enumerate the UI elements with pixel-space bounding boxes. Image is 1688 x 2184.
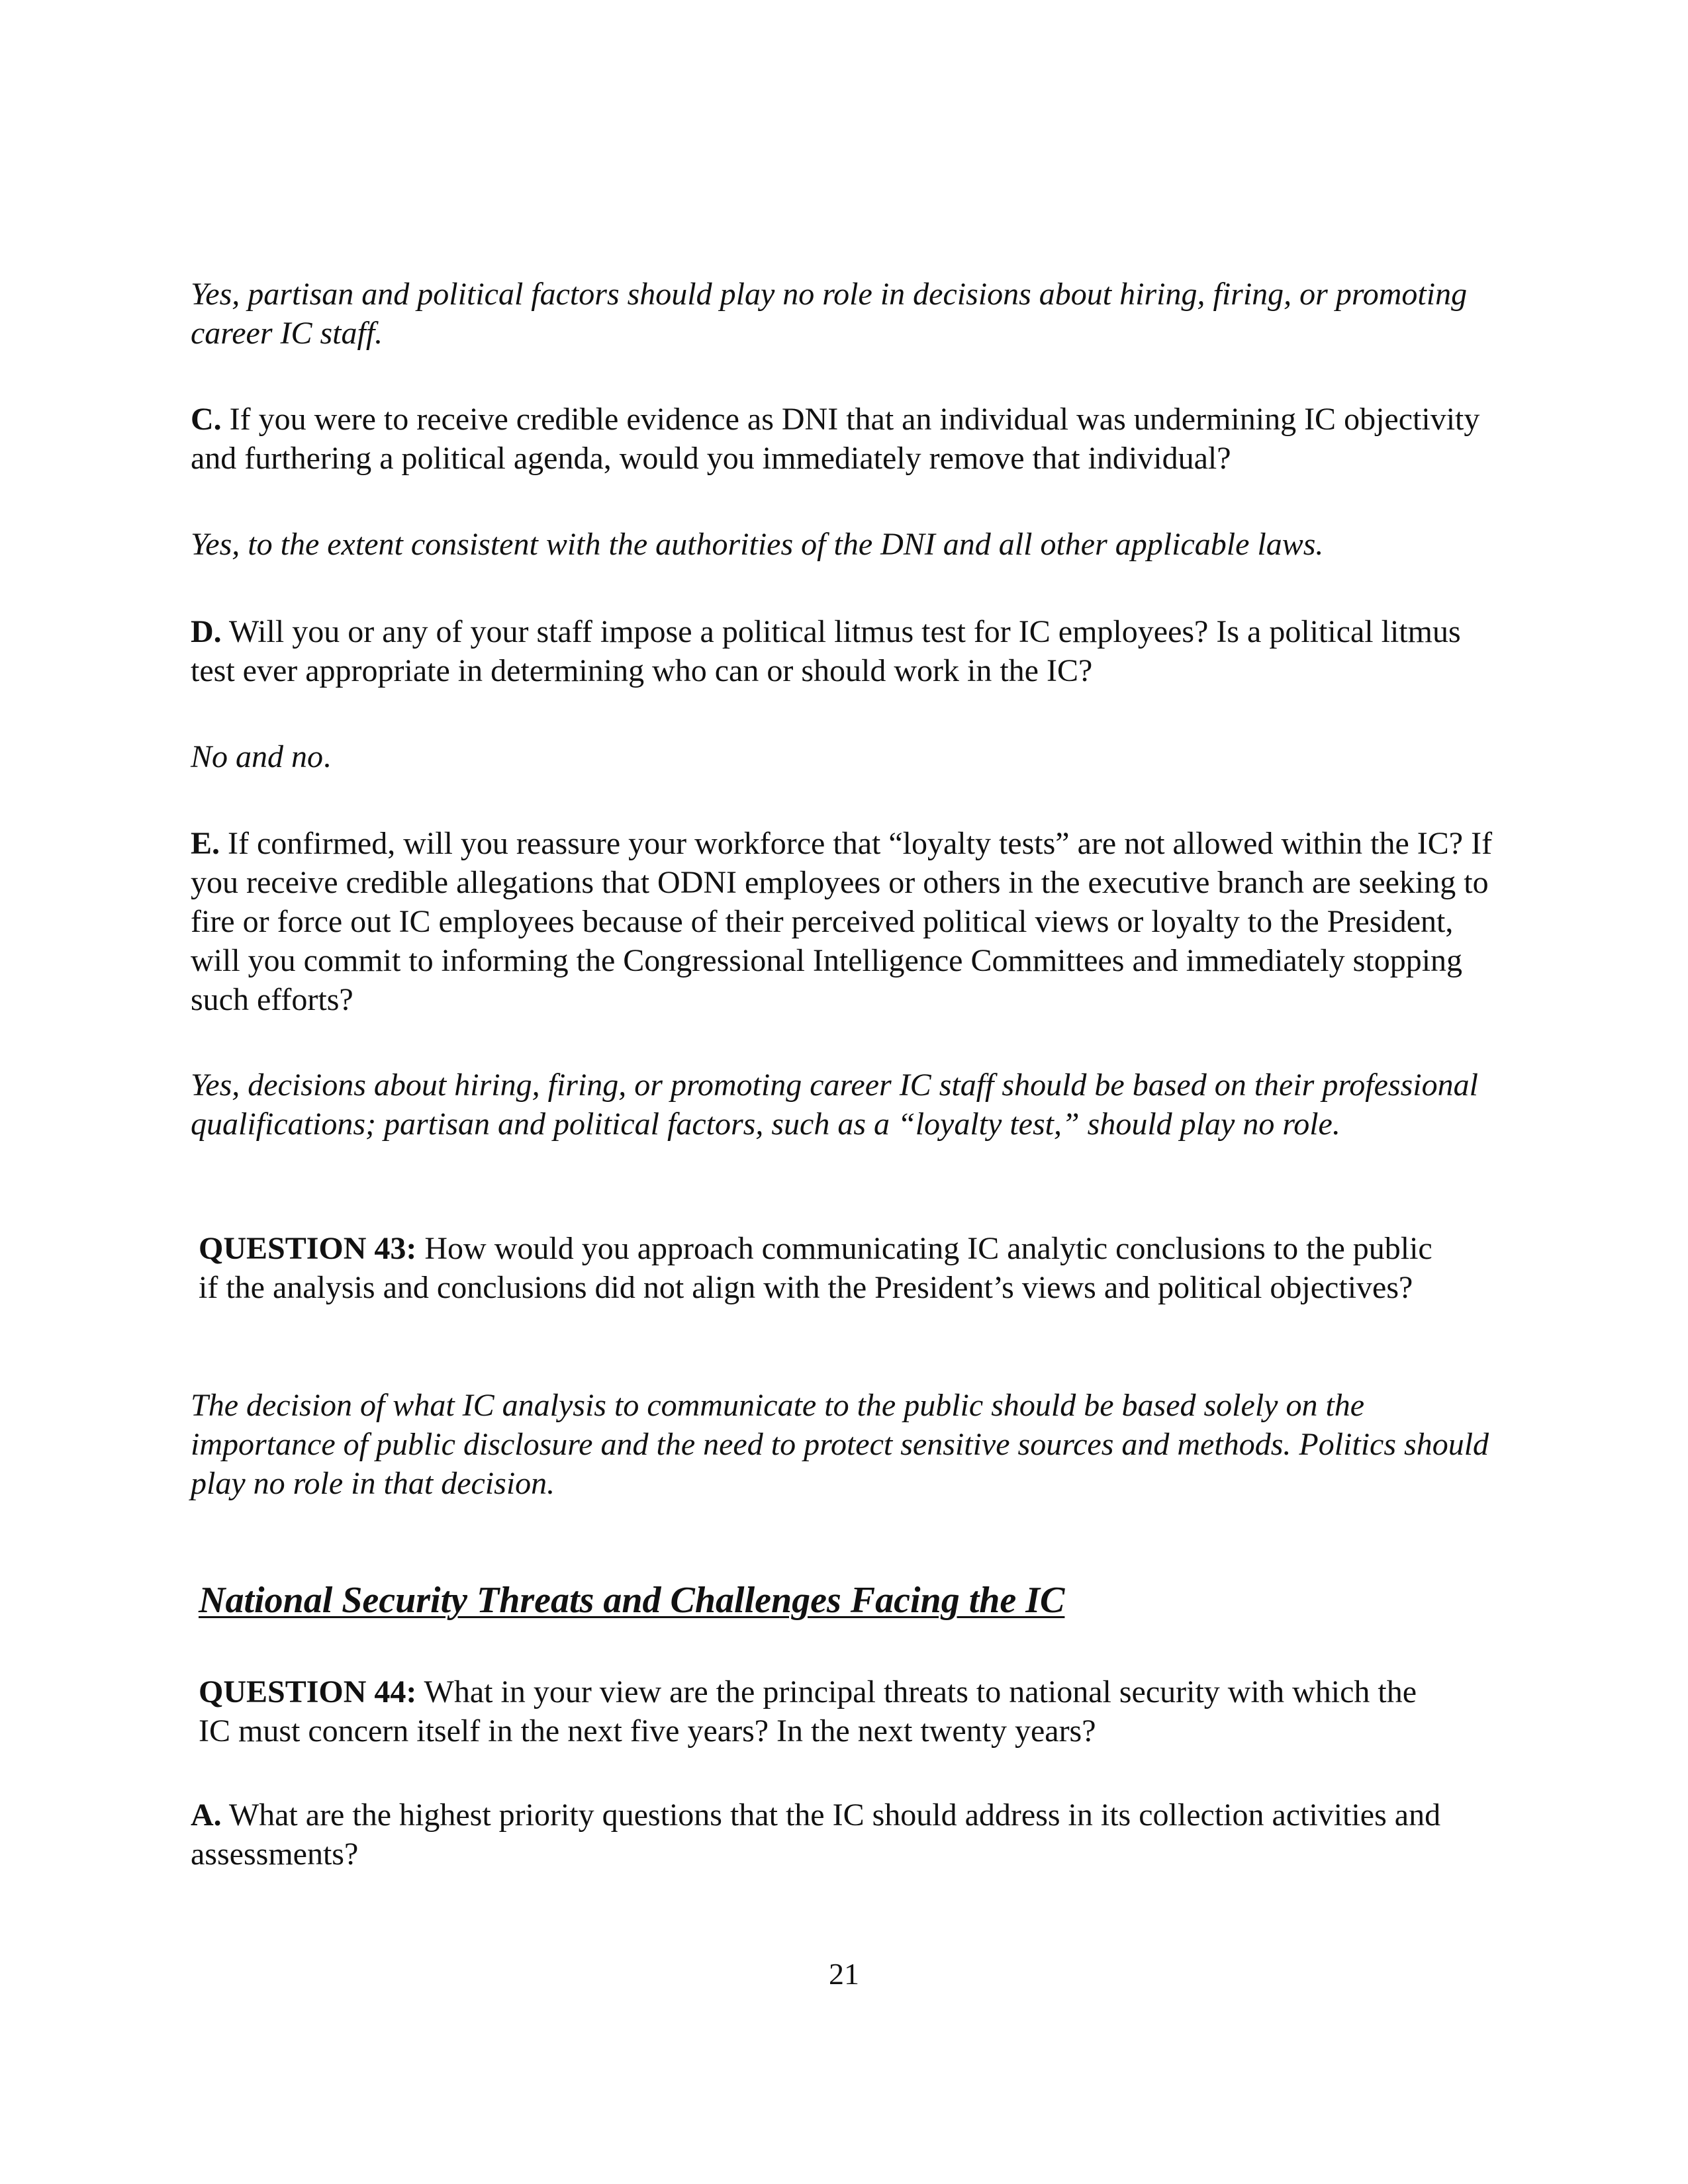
subquestion-d-text: Will you or any of your staff impose a political litmus test for IC employees? Is a political litmus test ever appropriate in determining who can or should work in the IC? — [191, 614, 1461, 688]
subquestion-d — [191, 612, 1501, 690]
section-heading: National Security Threats and Challenges Facing the IC — [199, 1580, 1065, 1621]
answer-43 — [191, 1386, 1501, 1503]
answer-c — [191, 525, 1501, 564]
answer-d-suffix: . — [323, 739, 332, 774]
subquestion-e-text: If confirmed, will you reassure your workforce that “loyalty tests” are not allowed within the IC? If you receive credible allegations that ODNI employees or others in the executive branch are seeking to fire or force out IC employees because of their perceived political views or loyalty to the President, will you commit to informing the Congressional Intelligence Committees and immediately stopping such efforts? — [191, 826, 1493, 1017]
subquestion-44a-text: What are the highest priority questions that the IC should address in its collection activities and assessments? — [191, 1797, 1441, 1872]
subquestion-e — [191, 824, 1501, 1019]
answer-c-text: Yes, to the extent consistent with the authorities of the DNI and all other applicable laws. — [191, 527, 1324, 562]
page-number: 21 — [829, 1957, 859, 1991]
question-44 — [199, 1672, 1456, 1751]
subquestion-44a-label: A. — [191, 1797, 222, 1833]
answer-e — [191, 1066, 1501, 1144]
subquestion-c — [191, 400, 1501, 478]
subquestion-44a — [191, 1796, 1501, 1874]
answer-e-text: Yes, decisions about hiring, firing, or promoting career IC staff should be based on their professional qualifications; partisan and political factors, such as a “loyalty test,” should play no role. — [191, 1068, 1478, 1142]
answer-d — [191, 737, 1501, 776]
question-43-label: QUESTION 43: — [199, 1231, 417, 1266]
answer-b — [191, 275, 1501, 353]
answer-d-text: No and no — [191, 739, 324, 774]
question-44-text: What in your view are the principal threats to national security with which the IC must concern itself in the next five years? In the next twenty years? — [199, 1674, 1417, 1749]
subquestion-c-text: If you were to receive credible evidence as DNI that an individual was undermining IC objectivity and furthering a political agenda, would you immediately remove that individual? — [191, 402, 1480, 476]
question-43 — [199, 1229, 1456, 1307]
question-43-text: How would you approach communicating IC analytic conclusions to the public if the analysis and conclusions did not align with the President’s views and political objectives? — [199, 1231, 1432, 1305]
answer-43-text: The decision of what IC analysis to communicate to the public should be based solely on the importance of public disclosure and the need to protect sensitive sources and methods. Politics should play no role in that decision. — [191, 1388, 1489, 1501]
subquestion-d-label: D. — [191, 614, 222, 649]
subquestion-c-label: C. — [191, 402, 222, 437]
question-44-label: QUESTION 44: — [199, 1674, 417, 1709]
answer-b-text: Yes, partisan and political factors should play no role in decisions about hiring, firing, or promoting career IC staff. — [191, 277, 1468, 351]
subquestion-e-label: E. — [191, 826, 220, 861]
